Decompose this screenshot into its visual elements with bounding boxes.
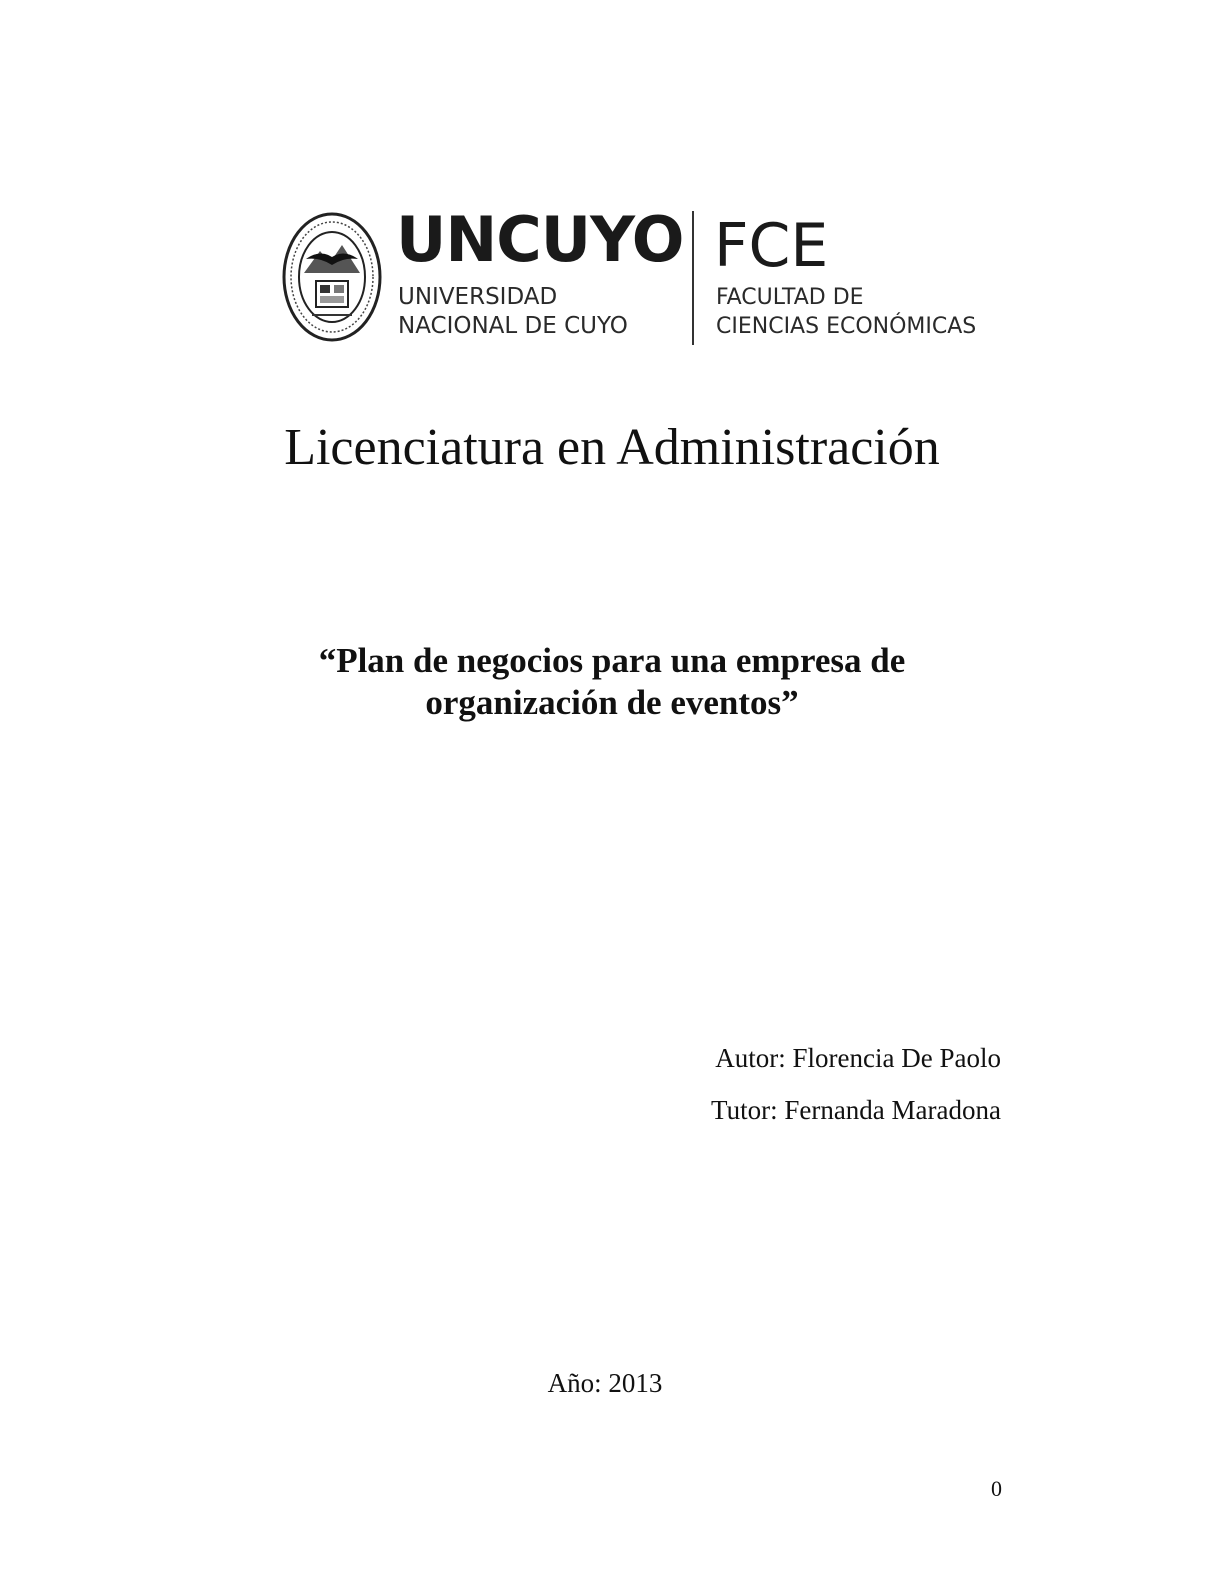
- thesis-title: [0, 640, 1224, 724]
- faculty-acronym: FCE: [714, 211, 829, 281]
- author-line: Autor: Florencia De Paolo: [715, 1043, 1001, 1073]
- thesis-title-line-1: “Plan de negocios para una empresa de: [318, 641, 906, 680]
- faculty-line-1: FACULTAD DE: [716, 285, 864, 310]
- university-line-1: UNIVERSIDAD: [398, 284, 558, 310]
- university-name: UNCUYO: [396, 203, 684, 276]
- tutor-line: Tutor: Fernanda Maradona: [711, 1095, 1001, 1125]
- university-seal-icon: [282, 211, 382, 343]
- faculty-full-name: [716, 283, 976, 341]
- institution-logo: [282, 205, 1002, 350]
- university-full-name: [398, 283, 628, 341]
- logo-divider: [692, 211, 694, 345]
- degree-title: Licenciatura en Administración: [284, 419, 940, 476]
- page-number: 0: [991, 1476, 1002, 1501]
- year-line: Año: 2013: [547, 1368, 663, 1398]
- faculty-line-2: CIENCIAS ECONÓMICAS: [716, 314, 977, 339]
- thesis-title-line-2: organización de eventos”: [425, 683, 799, 722]
- university-line-2: NACIONAL DE CUYO: [398, 313, 628, 339]
- credits: [711, 1032, 1001, 1136]
